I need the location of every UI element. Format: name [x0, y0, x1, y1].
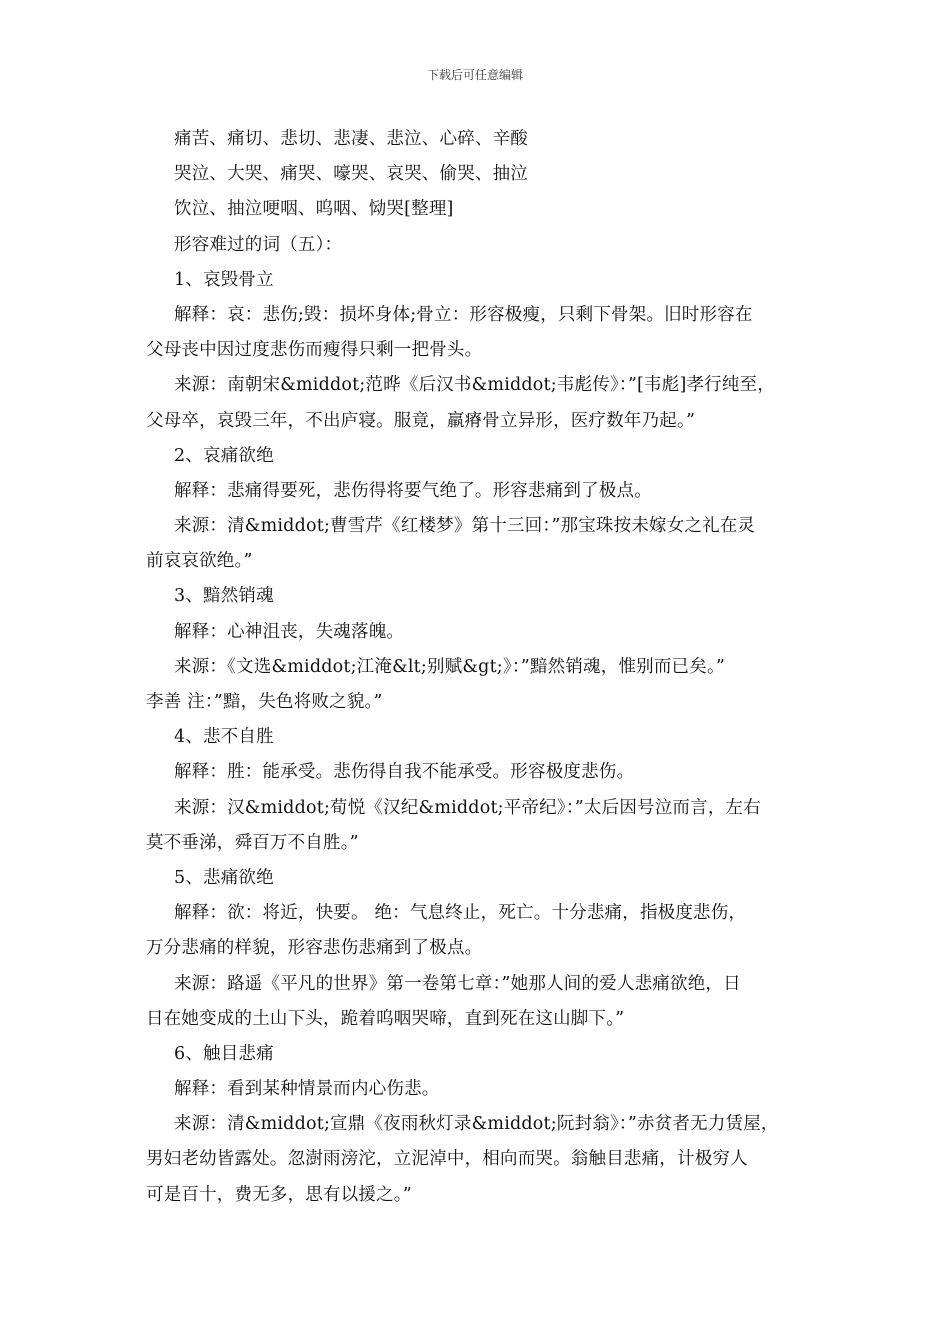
text-line: 万分悲痛的样貌，形容悲伤悲痛到了极点。: [146, 938, 483, 959]
text-line: 解释：看到某种情景而内心伤悲。: [174, 1079, 440, 1100]
document-body: [146, 122, 814, 1213]
text-line: 来源：《文选&middot;江淹&lt;别赋&gt;》：”黯然销魂，惟别而已矣。”: [174, 656, 726, 677]
text-line: 6、触目悲痛: [174, 1043, 274, 1064]
text-line: 5、悲痛欲绝: [174, 867, 274, 888]
text-line: 父母卒，哀毁三年，不出庐寝。服竟，羸瘠骨立异形，医疗数年乃起。”: [146, 410, 696, 431]
text-line: 父母丧中因过度悲伤而瘦得只剩一把骨头。: [146, 340, 483, 361]
text-line: 前哀哀欲绝。”: [146, 551, 253, 572]
text-line: 1、哀毁骨立: [174, 269, 274, 290]
text-line: 男妇老幼皆露处。忽澍雨滂沱，立泥淖中，相向而哭。翁触目悲痛，计极穷人: [146, 1149, 748, 1170]
text-line: 解释：悲痛得要死，悲伤得将要气绝了。形容悲痛到了极点。: [174, 480, 652, 501]
text-line: 痛苦、痛切、悲切、悲凄、悲泣、心碎、辛酸: [174, 129, 528, 149]
text-line: 李善 注：”黯，失色将败之貌。”: [146, 692, 383, 712]
text-line: 解释：哀：悲伤;毁：损坏身体;骨立：形容极瘦，只剩下骨架。旧时形容在: [174, 304, 753, 325]
page-header: 下载后可任意编辑: [426, 68, 523, 82]
text-line: 解释：胜：能承受。悲伤得自我不能承受。形容极度悲伤。: [174, 762, 635, 783]
text-line: 2、哀痛欲绝: [174, 445, 274, 466]
text-line: 来源：清&middot;曹雪芹《红楼梦》第十三回：”那宝珠按未嫁女之礼在灵: [174, 516, 756, 537]
text-line: 莫不垂涕，舜百万不自胜。”: [146, 832, 359, 853]
text-line: 饮泣、抽泣哽咽、呜咽、恸哭[整理]: [174, 199, 454, 220]
text-line: 解释：心神沮丧，失魂落魄。: [174, 621, 405, 642]
text-line: 来源：汉&middot;荀悦《汉纪&middot;平帝纪》：”太后因号泣而言，左右: [174, 797, 761, 818]
text-line: 来源：路遥《平凡的世界》第一卷第七章：”她那人间的爱人悲痛欲绝，日: [174, 973, 741, 994]
text-line: 3、黯然销魂: [174, 586, 274, 607]
text-line: 来源：南朝宋&middot;范晔《后汉书&middot;韦彪传》：”[韦彪]孝行纯至，: [174, 375, 775, 396]
text-line: 形容难过的词（五）：: [174, 234, 343, 255]
text-line: 可是百十，费无多，思有以援之。”: [146, 1184, 412, 1205]
text-line: 4、悲不自胜: [174, 727, 274, 748]
text-line: 解释：欲：将近，快要。 绝：气息终止，死亡。十分悲痛，指极度悲伤，: [174, 903, 747, 924]
text-line: 日在她变成的土山下头，跪着呜咽哭啼，直到死在这山脚下。”: [146, 1008, 625, 1029]
text-line: 来源：清&middot;宣鼎《夜雨秋灯录&middot;阮封翁》：”赤贫者无力赁屋，: [174, 1114, 779, 1135]
text-line: 哭泣、大哭、痛哭、嚎哭、哀哭、偷哭、抽泣: [174, 164, 528, 185]
